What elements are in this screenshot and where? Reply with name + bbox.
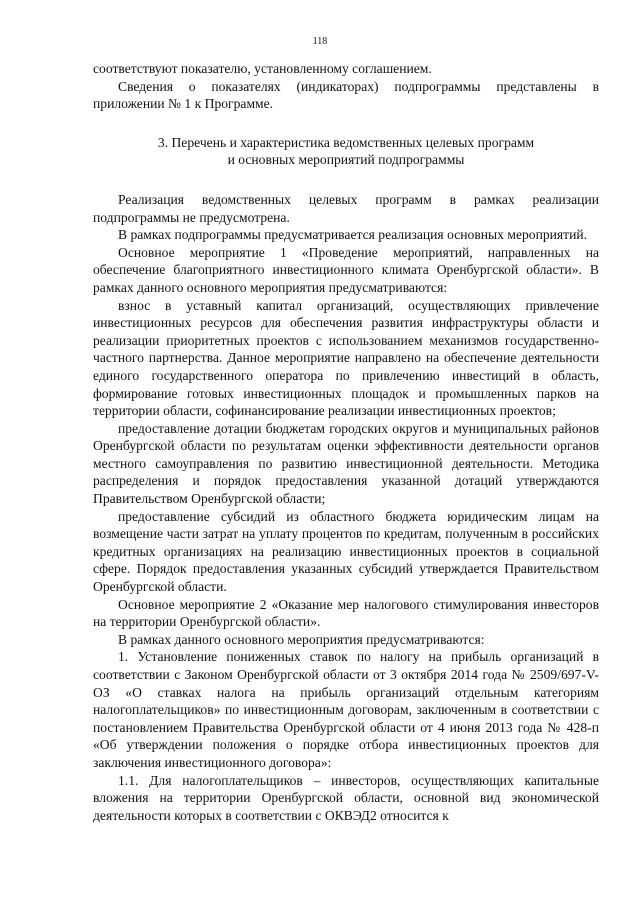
page-number: 118 [312,36,328,47]
paragraph-capital-contribution: взнос в уставный капитал организаций, осуществляющих привлечение инвестиционных ресурсов для обеспечения развития инфраструктуры области и реализации приоритетных проектов с использованием механизмов государственно-частного партнерства. Данное мероприятие направлено на обеспечение деятельности единого государственного оператора по привлечению инвестиций в область, формирование готовых инвестиционных площадок и промышленных парков на территории области, софинансирование реализации инвестиционных проектов; [93,297,599,419]
section-heading [93,134,599,169]
paragraph-subsidy-grants: предоставление дотации бюджетам городских округов и муниципальных районов Оренбургской области по результатам оценки эффективности деятельности органов местного самоуправления по развитию инвестиционной деятельности. Методика распределения и порядок предоставления указанной дотаций утверждаются Правительством Оренбургской области; [93,420,599,507]
paragraph-departmental-programs: Реализация ведомственных целевых программ в рамках реализации подпрограммы не предусмотрена. [93,191,599,225]
paragraph-activity-2-intro: В рамках данного основного мероприятия предусматриваются: [118,631,485,647]
paragraph-main-activities: В рамках подпрограммы предусматривается реализация основных мероприятий. [118,227,588,243]
paragraph-indicators-reference: Сведения о показателях (индикаторах) подпрограммы представлены в приложении № 1 к Программе. [93,78,599,112]
paragraph-activity-2: Основное мероприятие 2 «Оказание мер налогового стимулирования инвесторов на территории Оренбургской области». [93,596,599,630]
paragraph-taxpayer-investors: 1.1. Для налогоплательщиков – инвесторов, осуществляющих капитальные вложения на территории Оренбургской области, основной вид экономической деятельности которых в соответствии с ОКВЭД2 относится к [93,772,599,823]
paragraph-continuation: соответствуют показателю, установленному соглашением. [93,61,432,76]
document-body [93,60,599,824]
paragraph-reduced-tax-rates: 1. Установление пониженных ставок по налогу на прибыль организаций в соответствии с Законом Оренбургской области от 3 октября 2014 года № 2509/697-V-ОЗ «О ставках налога на прибыль организаций отдельным категориям налогоплательщиков» по инвестиционным договорам, заключенным в соответствии с постановлением Правительства Оренбургской области от 4 июня 2013 года № 428-п «Об утверждении положения о порядке отбора инвестиционных проектов для заключения инвестиционного договора»: [93,649,599,770]
paragraph-activity-1: Основное мероприятие 1 «Проведение мероприятий, направленных на обеспечение благоприятного инвестиционного климата Оренбургской области». В рамках данного основного мероприятия предусматриваются: [93,244,599,295]
section-heading-line-2: и основных мероприятий подпрограммы [227,152,465,168]
paragraph-interest-subsidies: предоставление субсидий из областного бюджета юридическим лицам на возмещение части затрат на уплату процентов по кредитам, полученным в российских кредитных организациях на реализацию инвестиционных проектов в социальной сфере. Порядок предоставления указанных субсидий утверждается Правительством Оренбургской области. [93,508,599,595]
section-heading-line-1: 3. Перечень и характеристика ведомственных целевых программ [157,134,535,150]
